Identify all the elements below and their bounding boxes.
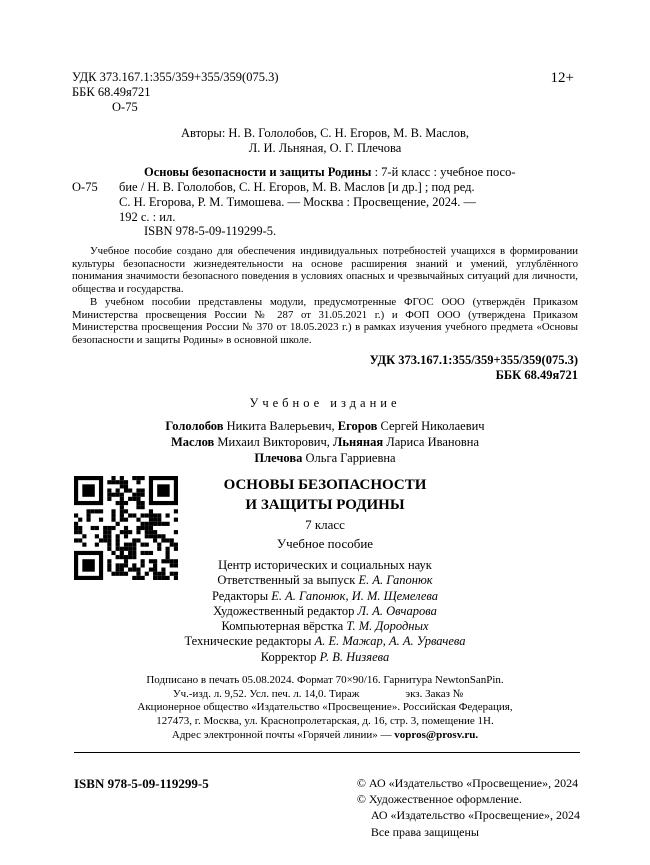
- authors-full-line2: [72, 435, 578, 451]
- annotation-paragraph-1: Учебное пособие создано для обеспечения индивидуальных потребностей учащихся в формировании культуры безопасности жизнедеятельности на основе расширения знаний и умений, углублённого понимания значимости безопасного поведения в условиях опасных и чрезвычайных ситуаций для личности, общества и государства.: [72, 245, 578, 296]
- udk-line: УДК 373.167.1:355/359+355/359(075.3): [72, 70, 279, 84]
- imprint-line3: Акционерное общество «Издательство «Просвещение». Российская Федерация,: [137, 701, 513, 714]
- staff-name: Р. В. Низяева: [319, 649, 390, 664]
- imprint-block: [72, 674, 578, 743]
- imprint-line5: [72, 729, 578, 743]
- bib-line-4: 192 с. : ил.: [119, 209, 176, 224]
- copyright-line3: АО «Издательство «Просвещение», 2024: [370, 808, 580, 823]
- imprint-line2a: Уч.-изд. л. 9,52. Усл. печ. л. 14,0. Тираж: [172, 687, 360, 700]
- author-surname: Маслов: [170, 434, 215, 449]
- author-given: Ольга Гарриевна: [302, 450, 396, 465]
- staff-row: [72, 589, 578, 604]
- staff-row: [72, 650, 578, 665]
- classification-block: [72, 70, 279, 114]
- staff-name: Е. А. Гапонюк, И. М. Щемелева: [271, 588, 439, 603]
- edition-label: Учебное издание: [249, 395, 401, 410]
- staff-role: Редакторы: [211, 588, 272, 603]
- authors-intro: [72, 126, 578, 156]
- age-rating-badge: 12+: [550, 70, 574, 86]
- hotline-label: Адрес электронной почты «Горячей линии» —: [171, 728, 395, 741]
- title-section: [72, 476, 578, 665]
- header: [72, 70, 578, 114]
- staff-center: Центр исторических и социальных наук: [218, 558, 432, 572]
- staff-name: Е. А. Гапонюк: [358, 573, 433, 588]
- book-title-line1: ОСНОВЫ БЕЗОПАСНОСТИ: [223, 477, 427, 494]
- footer-divider: [74, 752, 580, 753]
- author-given: Никита Валерьевич,: [223, 419, 338, 434]
- copyright-line1: © АО «Издательство «Просвещение», 2024: [356, 776, 579, 790]
- copyright-line4: Все права защищены: [370, 824, 479, 839]
- author-surname: Льняная: [333, 434, 384, 449]
- staff-role: Компьютерная вёрстка: [221, 619, 347, 633]
- imprint-line1: Подписано в печать 05.08.2024. Формат 70×90/16. Гарнитура NewtonSanPin.: [146, 673, 504, 686]
- bibliographic-entry: [72, 165, 578, 239]
- author-surname: Егоров: [337, 419, 378, 434]
- authors-full-line3: [72, 451, 578, 467]
- imprint-line2b: экз. Заказ №: [405, 687, 464, 700]
- bib-title: Основы безопасности и защиты Родины: [144, 165, 372, 180]
- staff-name: А. Е. Мажар, А. А. Урвачева: [314, 634, 466, 649]
- book-title-line2: И ЗАЩИТЫ РОДИНЫ: [245, 496, 405, 513]
- book-subtitle: Учебное пособие: [276, 536, 374, 552]
- footer-isbn: ISBN 978-5-09-119299-5: [74, 776, 209, 791]
- staff-role: Художественный редактор: [213, 603, 358, 618]
- staff-row: [72, 604, 578, 619]
- imprint-line2: [72, 688, 578, 702]
- bib-line-1: [119, 165, 578, 180]
- staff-row: [72, 634, 578, 649]
- staff-role: Технические редакторы: [184, 634, 315, 649]
- copyright-line2: © Художественное оформление.: [356, 792, 522, 807]
- hotline-email: vopros@prosv.ru.: [394, 728, 479, 741]
- author-given: Лариса Ивановна: [383, 434, 479, 449]
- classification-right: [72, 353, 578, 383]
- bib-line-1-rest: : 7-й класс : учебное посо-: [371, 165, 516, 180]
- bbk-line: ББК 68.49я721: [72, 84, 151, 99]
- staff-role: Корректор: [260, 649, 320, 664]
- bib-isbn: ISBN 978-5-09-119299-5.: [144, 224, 277, 239]
- footer: [74, 752, 580, 840]
- annotation-paragraph-2: В учебном пособии представлены модули, предусмотренные ФГОС ООО (утверждён Приказом Министерства просвещения России № 287 от 31.05.2021 г.) и ФОП ООО (утверждена Приказом Министерства просвещения России № 370 от 18.05.2023 г.) в рамках изучения учебного предмета «Основы безопасности и защиты Родины» в основной школе.: [72, 295, 578, 347]
- authors-full-line1: [72, 419, 578, 435]
- staff-name: Т. М. Дородных: [346, 619, 429, 633]
- book-grade: 7 класс: [305, 517, 345, 533]
- staff-role: Ответственный за выпуск: [217, 573, 359, 588]
- bbk-right: ББК 68.49я721: [495, 367, 578, 382]
- author-given: Сергей Николаевич: [377, 419, 485, 434]
- udk-right: УДК 373.167.1:355/359+355/359(075.3): [369, 352, 578, 367]
- staff-name: Л. А. Овчарова: [357, 603, 437, 618]
- qr-code: [74, 476, 178, 580]
- bib-line-2: бие / Н. В. Гололобов, С. Н. Егоров, М. В. Маслов [и др.] ; под ред.: [119, 180, 475, 194]
- authors-intro-line2: Л. И. Льняная, О. Г. Плечова: [248, 141, 402, 156]
- copyright-block: [357, 775, 580, 840]
- author-surname: Гололобов: [165, 419, 224, 434]
- author-surname: Плечова: [254, 450, 303, 465]
- authors-full: [72, 419, 578, 466]
- imprint-line4: 127473, г. Москва, ул. Краснопролетарская, д. 16, стр. 3, помещение 1Н.: [156, 715, 494, 727]
- staff-row: [72, 619, 578, 634]
- author-given: Михаил Викторович,: [214, 434, 334, 449]
- annotation: [72, 245, 578, 347]
- bib-line-3: С. Н. Егорова, Р. М. Тимошева. — Москва : Просвещение, 2024. —: [119, 194, 476, 209]
- author-sign-code: О-75: [112, 99, 138, 114]
- footer-row: [74, 775, 580, 840]
- bib-author-sign: О-75: [72, 179, 98, 194]
- authors-intro-line1: Авторы: Н. В. Гололобов, С. Н. Егоров, М. В. Маслов,: [181, 126, 469, 141]
